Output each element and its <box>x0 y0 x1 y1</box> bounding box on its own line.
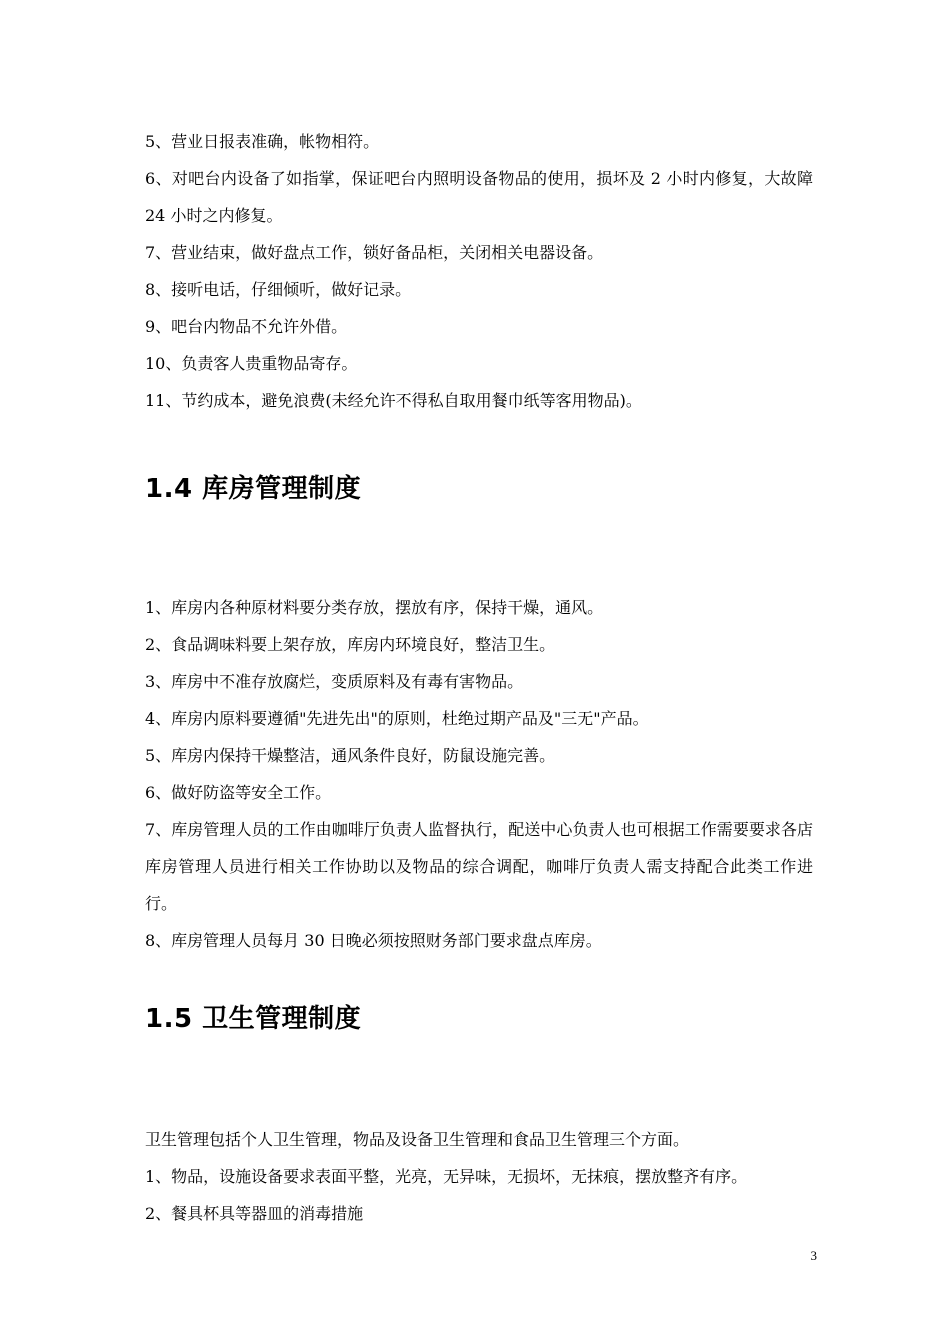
list-item: 1、库房内各种原材料要分类存放，摆放有序，保持干燥，通风。 <box>145 598 604 617</box>
list-item: 4、库房内原料要遵循"先进先出"的原则，杜绝过期产品及"三无"产品。 <box>145 709 649 728</box>
page-content <box>145 123 813 1232</box>
page-number: 3 <box>810 1248 817 1263</box>
section-heading-hygiene: 1.5 卫生管理制度 <box>145 1004 362 1034</box>
list-item: 5、营业日报表准确，帐物相符。 <box>145 132 380 151</box>
list-item: 8、库房管理人员每月 30 日晚必须按照财务部门要求盘点库房。 <box>145 931 602 950</box>
list-item: 5、库房内保持干燥整洁，通风条件良好，防鼠设施完善。 <box>145 746 556 765</box>
list-item: 9、吧台内物品不允许外借。 <box>145 317 348 336</box>
list-item: 6、做好防盗等安全工作。 <box>145 783 332 802</box>
list-item: 7、库房管理人员的工作由咖啡厅负责人监督执行，配送中心负责人也可根据工作需要要求各店库房管理人员进行相关工作协助以及物品的综合调配，咖啡厅负责人需支持配合此类工作进行。 <box>145 820 813 913</box>
list-item: 7、营业结束，做好盘点工作，锁好备品柜，关闭相关电器设备。 <box>145 243 604 262</box>
list-item: 1、物品，设施设备要求表面平整，光亮，无异味，无损坏，无抹痕，摆放整齐有序。 <box>145 1167 748 1186</box>
list-item: 8、接听电话，仔细倾听，做好记录。 <box>145 280 412 299</box>
list-item: 10、负责客人贵重物品寄存。 <box>145 354 358 373</box>
list-item: 2、食品调味料要上架存放，库房内环境良好，整洁卫生。 <box>145 635 556 654</box>
section-heading-warehouse: 1.4 库房管理制度 <box>145 474 362 504</box>
list-item: 2、餐具杯具等器皿的消毒措施 <box>145 1204 364 1223</box>
list-item: 3、库房中不准存放腐烂，变质原料及有毒有害物品。 <box>145 672 524 691</box>
list-item: 6、对吧台内设备了如指掌，保证吧台内照明设备物品的使用，损坏及 2 小时内修复，大故障 24 小时之内修复。 <box>145 169 813 225</box>
list-item: 11、节约成本，避免浪费(未经允许不得私自取用餐巾纸等客用物品)。 <box>145 391 642 410</box>
paragraph: 卫生管理包括个人卫生管理，物品及设备卫生管理和食品卫生管理三个方面。 <box>145 1130 690 1149</box>
